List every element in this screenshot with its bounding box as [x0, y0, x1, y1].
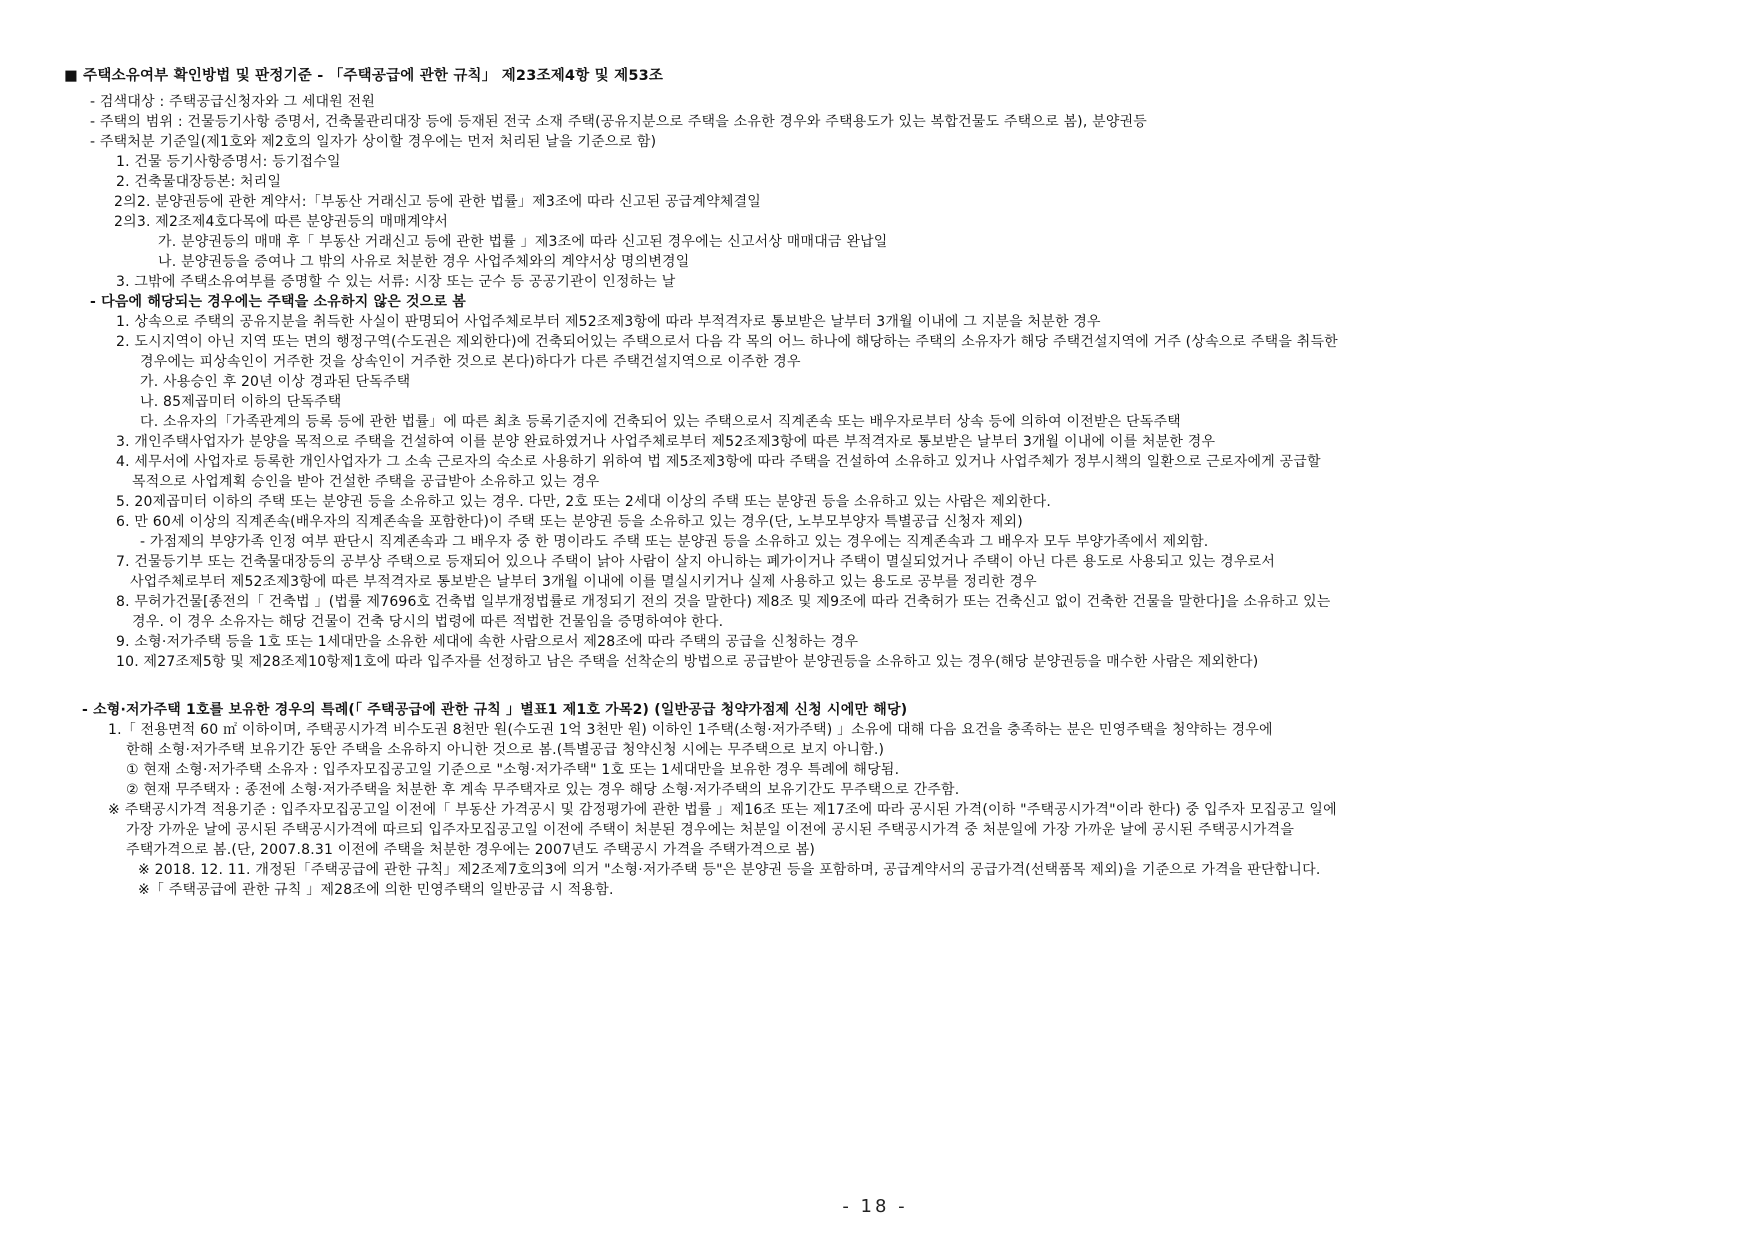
- list-item: 2의2. 분양권등에 관한 계약서:「부동산 거래신고 등에 관한 법률」제3조에 따라 신고된 공급계약체결일: [114, 194, 762, 210]
- list-subitem: ② 현재 무주택자 : 종전에 소형·저가주택을 처분한 후 계속 무주택자로 있는 경우 해당 소형·저가주택의 보유기간도 무주택으로 간주함.: [126, 782, 960, 798]
- note-continuation: 주택가격으로 봄.(단, 2007.8.31 이전에 주택을 처분한 경우에는 2007년도 주택공시 가격을 주택가격으로 봄): [126, 842, 816, 858]
- list-subitem: - 가점제의 부양가족 인정 여부 판단시 직계존속과 그 배우자 중 한 명이라도 주택 또는 분양권 등을 소유하고 있는 경우에는 직계존속과 그 배우자 모두 부양가족에서 제외함.: [140, 534, 1209, 550]
- list-item: 5. 20제곱미터 이하의 주택 또는 분양권 등을 소유하고 있는 경우. 다만, 2호 또는 2세대 이상의 주택 또는 분양권 등을 소유하고 있는 사람은 제외한다.: [116, 494, 1051, 510]
- list-item: 3. 개인주택사업자가 분양을 목적으로 주택을 건설하여 이를 분양 완료하였거나 사업주체로부터 제52조제3항에 따른 부적격자로 통보받은 날부터 3개월 이내에 이를 처분한 경우: [116, 434, 1216, 450]
- list-subitem: 가. 사용승인 후 20년 이상 경과된 단독주택: [140, 374, 411, 390]
- list-item: 7. 건물등기부 또는 건축물대장등의 공부상 주택으로 등재되어 있으나 주택이 낡아 사람이 살지 아니하는 폐가이거나 주택이 멸실되었거나 주택이 아닌 다른 용도로 사용되고 있는 경우로서: [116, 554, 1276, 570]
- list-item-continuation: 한해 소형·저가주택 보유기간 동안 주택을 소유하지 아니한 것으로 봄.(특별공급 청약신청 시에는 무주택으로 보지 아니함.): [126, 742, 885, 758]
- subsection-heading: - 다음에 해당되는 경우에는 주택을 소유하지 않은 것으로 봄: [90, 294, 466, 310]
- list-item: 4. 세무서에 사업자로 등록한 개인사업자가 그 소속 근로자의 숙소로 사용하기 위하여 법 제5조제3항에 따라 주택을 건설하여 소유하고 있거나 사업주체가 정부시책의 일환으로 근로자에게 공급할: [116, 454, 1321, 470]
- list-item: 1.「 전용면적 60 ㎡ 이하이며, 주택공시가격 비수도권 8천만 원(수도권 1억 3천만 원) 이하인 1주택(소형·저가주택) 」소유에 대해 다음 요건을 충족하는 분은 민영주택을 청약하는 경우에: [108, 722, 1273, 738]
- list-subitem: ① 현재 소형·저가주택 소유자 : 입주자모집공고일 기준으로 "소형·저가주택" 1호 또는 1세대만을 보유한 경우 특례에 해당됨.: [126, 762, 900, 778]
- search-target-line: - 검색대상 : 주택공급신청자와 그 세대원 전원: [90, 94, 376, 110]
- list-item: 3. 그밖에 주택소유여부를 증명할 수 있는 서류: 시장 또는 군수 등 공공기관이 인정하는 날: [116, 274, 676, 290]
- list-item-continuation: 경우. 이 경우 소유자는 해당 건물이 건축 당시의 법령에 따른 적법한 건물임을 증명하여야 한다.: [132, 614, 724, 630]
- list-item-continuation: 목적으로 사업계획 승인을 받아 건설한 주택을 공급받아 소유하고 있는 경우: [132, 474, 600, 490]
- list-item: 2의3. 제2조제4호다목에 따른 분양권등의 매매계약서: [114, 214, 449, 230]
- list-item: 1. 상속으로 주택의 공유지분을 취득한 사실이 판명되어 사업주체로부터 제52조제3항에 따라 부적격자로 통보받은 날부터 3개월 이내에 그 지분을 처분한 경우: [116, 314, 1101, 330]
- list-subitem: 나. 분양권등을 증여나 그 밖의 사유로 처분한 경우 사업주체와의 계약서상 명의변경일: [158, 254, 690, 270]
- list-subitem: 다. 소유자의「가족관계의 등록 등에 관한 법률」에 따른 최초 등록기준지에 건축되어 있는 주택으로서 직계존속 또는 배우자로부터 상속 등에 의하여 이전받은 단독주택: [140, 414, 1181, 430]
- list-item: 2. 건축물대장등본: 처리일: [116, 174, 282, 190]
- disposal-date-line: - 주택처분 기준일(제1호와 제2호의 일자가 상이할 경우에는 먼저 처리된 날을 기준으로 함): [90, 134, 657, 150]
- note-line: ※ 주택공시가격 적용기준 : 입주자모집공고일 이전에「 부동산 가격공시 및 감정평가에 관한 법률 」제16조 또는 제17조에 따라 공시된 가격(이하 "주택공시가격"이라 한다) 중 입주자 모집공고 일에: [108, 802, 1337, 818]
- list-item-continuation: 사업주체로부터 제52조제3항에 따른 부적격자로 통보받은 날부터 3개월 이내에 이를 멸실시키거나 실제 사용하고 있는 용도로 공부를 정리한 경우: [130, 574, 1037, 590]
- note-line: ※ 2018. 12. 11. 개정된「주택공급에 관한 규칙」제2조제7호의3에 의거 "소형·저가주택 등"은 분양권 등을 포함하며, 공급계약서의 공급가격(선택품목 제외)을 기준으로 가격을 판단합니다.: [138, 862, 1321, 878]
- list-item-continuation: 경우에는 피상속인이 거주한 것을 상속인이 거주한 것으로 본다)하다가 다른 주택건설지역으로 이주한 경우: [140, 354, 801, 370]
- list-subitem: 나. 85제곱미터 이하의 단독주택: [140, 394, 342, 410]
- list-item: 8. 무허가건물[종전의「 건축법 」(법률 제7696호 건축법 일부개정법률로 개정되기 전의 것을 말한다) 제8조 및 제9조에 따라 건축허가 또는 건축신고 없이 건축한 건물을 말한다]을 소유하고 있는: [116, 594, 1331, 610]
- subsection-heading: - 소형·저가주택 1호를 보유한 경우의 특례(「 주택공급에 관한 규칙 」별표1 제1호 가목2) (일반공급 청약가점제 신청 시에만 해당): [82, 702, 908, 718]
- list-item: 10. 제27조제5항 및 제28조제10항제1호에 따라 입주자를 선정하고 남은 주택을 선착순의 방법으로 공급받아 분양권등을 소유하고 있는 경우(해당 분양권등을 매수한 사람은 제외한다): [116, 654, 1259, 670]
- housing-scope-line: - 주택의 범위 : 건물등기사항 증명서, 건축물관리대장 등에 등재된 전국 소재 주택(공유지분으로 주택을 소유한 경우와 주택용도가 있는 복합건물도 주택으로 봄), 분양권등: [90, 114, 1148, 130]
- list-item: 2. 도시지역이 아닌 지역 또는 면의 행정구역(수도권은 제외한다)에 건축되어있는 주택으로서 다음 각 목의 어느 하나에 해당하는 주택의 소유자가 해당 주택건설지역에 거주 (상속으로 주택을 취득한: [116, 334, 1338, 350]
- list-item: 1. 건물 등기사항증명서: 등기접수일: [116, 154, 341, 170]
- note-continuation: 가장 가까운 날에 공시된 주택공시가격에 따르되 입주자모집공고일 이전에 주택이 처분된 경우에는 처분일 이전에 공시된 주택공시가격 중 처분일에 가장 가까운 날에 공시된 주택공시가격을: [126, 822, 1295, 838]
- note-line: ※「 주택공급에 관한 규칙 」제28조에 의한 민영주택의 일반공급 시 적용함.: [138, 882, 614, 898]
- list-item: 6. 만 60세 이상의 직계존속(배우자의 직계존속을 포함한다)이 주택 또는 분양권 등을 소유하고 있는 경우(단, 노부모부양자 특별공급 신청자 제외): [116, 514, 1023, 530]
- list-item: 9. 소형·저가주택 등을 1호 또는 1세대만을 소유한 세대에 속한 사람으로서 제28조에 따라 주택의 공급을 신청하는 경우: [116, 634, 859, 650]
- section-title: ■ 주택소유여부 확인방법 및 판정기준 - 「주택공급에 관한 규칙」 제23조제4항 및 제53조: [64, 68, 664, 84]
- list-subitem: 가. 분양권등의 매매 후「 부동산 거래신고 등에 관한 법률 」제3조에 따라 신고된 경우에는 신고서상 매매대금 완납일: [158, 234, 888, 250]
- page-number: - 18 -: [842, 1196, 908, 1217]
